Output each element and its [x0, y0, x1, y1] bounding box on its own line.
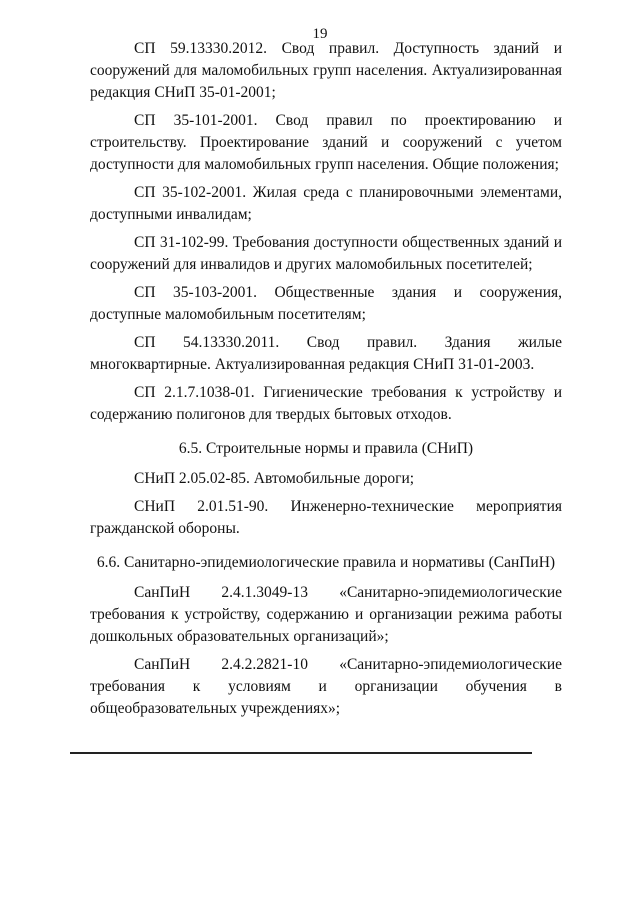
section-heading-snip: 6.5. Строительные нормы и правила (СНиП): [178, 440, 474, 457]
sp-item-5: СП 35-103-2001. Общественные здания и сооружения, доступные маломобильным посетителям;: [90, 284, 562, 323]
section-heading-sanpin: 6.6. Санитарно-эпидемиологические правила и нормативы (СанПиН): [96, 554, 556, 571]
page-number: 19: [312, 26, 328, 42]
footnote-separator-line: [70, 752, 532, 754]
sp-item-6: СП 54.13330.2011. Свод правил. Здания жилые многоквартирные. Актуализированная редакция СНиП 31-01-2003.: [90, 334, 562, 373]
sp-item-7: СП 2.1.7.1038-01. Гигиенические требования к устройству и содержанию полигонов для твердых бытовых отходов.: [90, 384, 562, 423]
sp-item-3: СП 35-102-2001. Жилая среда с планировочными элементами, доступными инвалидам;: [90, 184, 562, 223]
snip-item-1: СНиП 2.05.02-85. Автомобильные дороги;: [134, 470, 415, 487]
sp-item-4: СП 31-102-99. Требования доступности общественных зданий и сооружений для инвалидов и других маломобильных посетителей;: [90, 234, 562, 273]
sp-item-2: СП 35-101-2001. Свод правил по проектированию и строительству. Проектирование зданий и сооружений с учетом доступности для маломобильных групп населения. Общие положения;: [90, 112, 562, 173]
sanpin-item-2: СанПиН 2.4.2.2821-10 «Санитарно-эпидемиологические требования к условиям и организации обучения в общеобразовательных учреждениях»;: [90, 656, 562, 717]
sanpin-item-1: СанПиН 2.4.1.3049-13 «Санитарно-эпидемиологические требования к устройству, содержанию и организации режима работы дошкольных образовательных организаций»;: [90, 584, 562, 645]
sp-item-1: СП 59.13330.2012. Свод правил. Доступность зданий и сооружений для маломобильных групп населения. Актуализированная редакция СНиП 35-01-2001;: [90, 40, 562, 101]
snip-item-2: СНиП 2.01.51-90. Инженерно-технические мероприятия гражданской обороны.: [90, 498, 562, 537]
document-body: [90, 38, 562, 726]
